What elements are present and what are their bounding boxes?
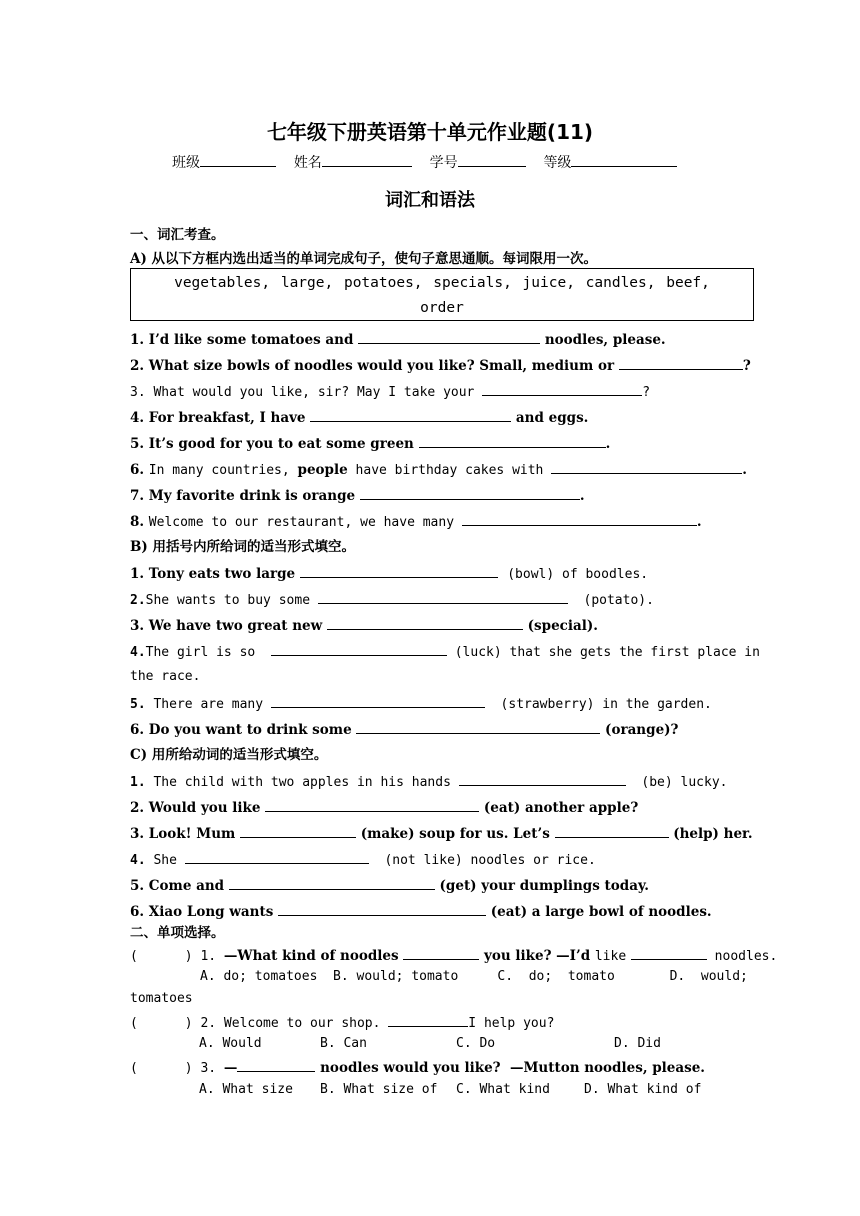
question-text: noodles would you like? —Mutton noodles, please. xyxy=(315,1060,706,1076)
class-label: 班级 xyxy=(172,155,200,171)
question-text: 5. Come and xyxy=(130,878,229,894)
question-a7 xyxy=(130,487,585,504)
answer-blank[interactable] xyxy=(459,773,626,786)
answer-blank[interactable] xyxy=(271,643,447,656)
question-text: (eat) another apple? xyxy=(479,800,639,816)
answer-blank[interactable] xyxy=(482,383,642,396)
question-text: noodles. xyxy=(706,949,778,964)
question-number: 5. xyxy=(130,697,146,712)
question-a5 xyxy=(130,435,610,452)
question-text: people xyxy=(297,462,348,478)
question-text: you like? —I’d xyxy=(479,948,595,964)
name-label: 姓名 xyxy=(293,155,322,171)
part1-heading: 一、词汇考查。 xyxy=(130,227,225,243)
question-text: . xyxy=(579,488,585,504)
question-text: — xyxy=(223,1060,238,1076)
question-text: (luck) that she gets the first place in xyxy=(454,645,760,660)
answer-blank[interactable] xyxy=(551,461,742,474)
question-text: ? xyxy=(642,385,651,400)
word-bank-line-1: vegetables, large, potatoes, specials, juice, candles, beef, xyxy=(174,275,710,291)
answer-blank[interactable] xyxy=(318,591,568,604)
answer-blank[interactable] xyxy=(240,825,356,838)
mc-q2-option-d[interactable]: D. Did xyxy=(614,1036,661,1051)
answer-blank[interactable] xyxy=(358,331,540,344)
question-number: 4. xyxy=(130,853,146,868)
answer-bracket[interactable]: ( ) 1. xyxy=(130,949,224,964)
answer-blank[interactable] xyxy=(631,947,707,960)
question-text: She wants to buy some xyxy=(145,593,318,608)
part1c-instruction: C) 用所给动词的适当形式填空。 xyxy=(130,747,328,763)
mc-question-2 xyxy=(130,1014,554,1032)
answer-blank[interactable] xyxy=(278,903,486,916)
mc-q2-option-b[interactable]: B. Can xyxy=(320,1036,367,1051)
question-text: Welcome to our restaurant, we have many xyxy=(148,515,462,530)
question-c4 xyxy=(130,851,596,869)
part1a-instruction: A) 从以下方框内选出适当的单词完成句子，使句子意思通顺。每词限用一次。 xyxy=(130,251,598,267)
question-text: 3. We have two great new xyxy=(130,618,327,634)
question-text: (get) your dumplings today. xyxy=(434,878,649,894)
id-label: 学号 xyxy=(429,155,458,171)
question-b2 xyxy=(130,591,654,609)
answer-blank[interactable] xyxy=(271,695,485,708)
name-blank[interactable] xyxy=(322,154,412,167)
question-a6 xyxy=(130,461,747,479)
question-text: In many countries, xyxy=(148,463,298,478)
answer-blank[interactable] xyxy=(555,825,669,838)
answer-blank[interactable] xyxy=(310,409,511,422)
question-text: (strawberry) in the garden. xyxy=(500,697,712,712)
student-info-line xyxy=(172,152,677,172)
id-blank[interactable] xyxy=(458,154,526,167)
question-text: ? xyxy=(742,358,751,374)
answer-blank[interactable] xyxy=(237,1059,315,1072)
page-title: 七年级下册英语第十单元作业题(11) xyxy=(266,120,594,144)
mc-q2-option-a[interactable]: A. Would xyxy=(199,1036,262,1051)
question-c3 xyxy=(130,825,753,842)
answer-blank[interactable] xyxy=(327,617,523,630)
answer-blank[interactable] xyxy=(300,565,498,578)
question-number: 8. xyxy=(130,514,149,530)
question-text: 2. Would you like xyxy=(130,800,266,816)
question-text: (orange)? xyxy=(600,722,679,738)
mc-question-3 xyxy=(130,1059,705,1077)
question-text: 4. For breakfast, I have xyxy=(130,410,311,426)
question-text: 1. Tony eats two large xyxy=(130,566,300,582)
question-b6 xyxy=(130,721,678,738)
word-bank-line-2: order xyxy=(420,300,464,316)
word-bank-box xyxy=(130,268,754,321)
question-c5 xyxy=(130,877,649,894)
question-text: 7. My favorite drink is orange xyxy=(130,488,360,504)
question-a4 xyxy=(130,409,588,426)
question-text: 6. Xiao Long wants xyxy=(130,904,279,920)
mc-q3-option-a[interactable]: A. What size xyxy=(199,1082,293,1097)
answer-blank[interactable] xyxy=(403,947,479,960)
question-text: (be) lucky. xyxy=(641,775,728,790)
question-a8 xyxy=(130,513,702,531)
question-number: 6. xyxy=(130,462,149,478)
question-text: and eggs. xyxy=(511,410,589,426)
answer-blank[interactable] xyxy=(356,721,600,734)
question-c6 xyxy=(130,903,712,920)
question-text: The girl is so xyxy=(145,645,271,660)
question-text: . xyxy=(742,462,747,478)
question-text: (not like) noodles or rice. xyxy=(384,853,596,868)
question-c1 xyxy=(130,773,727,791)
question-b5 xyxy=(130,695,712,713)
part2-heading: 二、单项选择。 xyxy=(130,925,225,941)
answer-blank[interactable] xyxy=(619,357,743,370)
question-b1 xyxy=(130,565,648,583)
mc-q3-option-c[interactable]: C. What kind xyxy=(456,1082,550,1097)
mc-q3-option-b[interactable]: B. What size of xyxy=(320,1082,438,1097)
question-text: 2. What size bowls of noodles would you like? Small, medium or xyxy=(130,358,619,374)
question-a3 xyxy=(130,383,650,401)
answer-blank[interactable] xyxy=(360,487,580,500)
question-text: I help you? xyxy=(468,1016,555,1031)
grade-blank[interactable] xyxy=(571,154,677,167)
class-blank[interactable] xyxy=(200,154,276,167)
answer-blank[interactable] xyxy=(229,877,435,890)
question-text: 1. I’d like some tomatoes and xyxy=(130,332,359,348)
question-text: (special). xyxy=(522,618,598,634)
question-text: There are many xyxy=(153,697,271,712)
question-b3 xyxy=(130,617,598,634)
question-text: 5. It’s good for you to eat some green xyxy=(130,436,419,452)
answer-bracket[interactable]: ( ) 2. xyxy=(130,1016,224,1031)
question-text: 6. Do you want to drink some xyxy=(130,722,357,738)
question-number: 4. xyxy=(130,645,146,660)
answer-blank[interactable] xyxy=(388,1014,468,1027)
question-text: (potato). xyxy=(583,593,654,608)
question-b4 xyxy=(130,643,760,661)
answer-blank[interactable] xyxy=(462,513,697,526)
question-b4-continued: the race. xyxy=(130,669,201,684)
answer-blank[interactable] xyxy=(265,799,479,812)
mc-q3-option-d[interactable]: D. What kind of xyxy=(584,1082,702,1097)
question-number: 2. xyxy=(130,593,146,608)
question-text: Welcome to our shop. xyxy=(223,1016,389,1031)
question-text: like xyxy=(594,949,627,964)
grade-label: 等级 xyxy=(543,155,572,171)
question-text: 3. Look! Mum xyxy=(130,826,241,842)
answer-blank[interactable] xyxy=(185,851,369,864)
question-text: (bowl) of boodles. xyxy=(507,567,649,582)
question-text: (make) soup for us. Let’s xyxy=(356,826,555,842)
question-text: 3. What would you like, sir? May I take your xyxy=(130,385,483,400)
question-text: have birthday cakes with xyxy=(347,463,552,478)
question-a2 xyxy=(130,357,751,374)
question-text: . xyxy=(605,436,611,452)
question-text: She xyxy=(153,853,185,868)
answer-blank[interactable] xyxy=(419,435,606,448)
question-text: (help) her. xyxy=(668,826,753,842)
question-text: The child with two apples in his hands xyxy=(153,775,459,790)
mc-q2-option-c[interactable]: C. Do xyxy=(456,1036,496,1051)
question-number: 1. xyxy=(130,775,146,790)
question-text: —What kind of noodles xyxy=(223,948,404,964)
mc-question-1 xyxy=(130,947,777,965)
answer-bracket[interactable]: ( ) 3. xyxy=(130,1061,224,1076)
question-text: (eat) a large bowl of noodles. xyxy=(486,904,712,920)
question-c2 xyxy=(130,799,638,816)
section-subtitle: 词汇和语法 xyxy=(385,190,475,211)
mc-question-1-options-continued: tomatoes xyxy=(130,991,193,1006)
question-text: noodles, please. xyxy=(540,332,666,348)
question-text: . xyxy=(696,514,702,530)
mc-question-1-options: A. do; tomatoes B. would; tomato C. do; tomato D. would; xyxy=(200,969,748,984)
question-a1 xyxy=(130,331,666,348)
part1b-instruction: B) 用括号内所给词的适当形式填空。 xyxy=(130,539,355,555)
